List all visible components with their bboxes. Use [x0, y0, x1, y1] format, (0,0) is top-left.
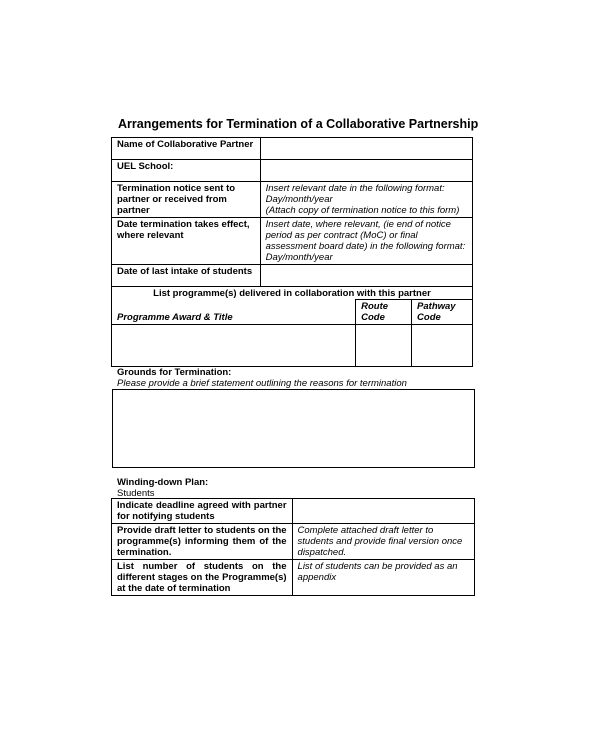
col-programme-award: Programme Award & Title: [112, 300, 356, 325]
grounds-heading: Grounds for Termination:: [117, 367, 232, 378]
students-subheading: Students: [117, 488, 155, 499]
document-title: Arrangements for Termination of a Collaborative Partnership: [118, 117, 479, 131]
label-draft-letter: Provide draft letter to students on the programme(s) informing them of the termination.: [112, 524, 293, 560]
label-termination-effective-date: Date termination takes effect, where relevant: [112, 218, 261, 265]
last-intake-date-field[interactable]: [260, 265, 472, 287]
winding-down-table: [111, 498, 475, 596]
uel-school-field[interactable]: [260, 160, 472, 182]
draft-letter-field[interactable]: Complete attached draft letter to students and provide final version once dispatched.: [292, 524, 474, 560]
label-partner-name: Name of Collaborative Partner: [112, 138, 261, 160]
partner-details-table: [111, 137, 473, 367]
col-route-code: Route Code: [356, 300, 412, 325]
programmes-header: List programme(s) delivered in collaboration with this partner: [112, 287, 473, 300]
termination-effective-date-field[interactable]: Insert date, where relevant, (ie end of notice period as per contract (MoC) or final assessment board date) in the following format: Day/month/year: [260, 218, 472, 265]
termination-notice-attach-hint: (Attach copy of termination notice to this form): [265, 205, 460, 216]
partner-name-field[interactable]: [260, 138, 472, 160]
winding-down-heading: Winding-down Plan:: [117, 477, 209, 488]
student-numbers-field[interactable]: List of students can be provided as an appendix: [292, 560, 474, 596]
pathway-code-field[interactable]: [412, 325, 473, 367]
label-notify-deadline: Indicate deadline agreed with partner for notifying students: [112, 499, 293, 524]
notify-deadline-field[interactable]: [292, 499, 474, 524]
termination-notice-field[interactable]: [260, 182, 472, 218]
grounds-text-box[interactable]: [112, 389, 475, 468]
label-student-numbers: List number of students on the different stages on the Programme(s) at the date of termination: [112, 560, 293, 596]
label-uel-school: UEL School:: [112, 160, 261, 182]
programme-award-field[interactable]: [112, 325, 356, 367]
termination-notice-hint: Insert relevant date in the following format: Day/month/year: [265, 183, 445, 205]
label-termination-notice: Termination notice sent to partner or received from partner: [112, 182, 261, 218]
grounds-instruction: Please provide a brief statement outlining the reasons for termination: [117, 378, 407, 389]
route-code-field[interactable]: [356, 325, 412, 367]
label-last-intake-date: Date of last intake of students: [112, 265, 261, 287]
col-pathway-code: Pathway Code: [412, 300, 473, 325]
